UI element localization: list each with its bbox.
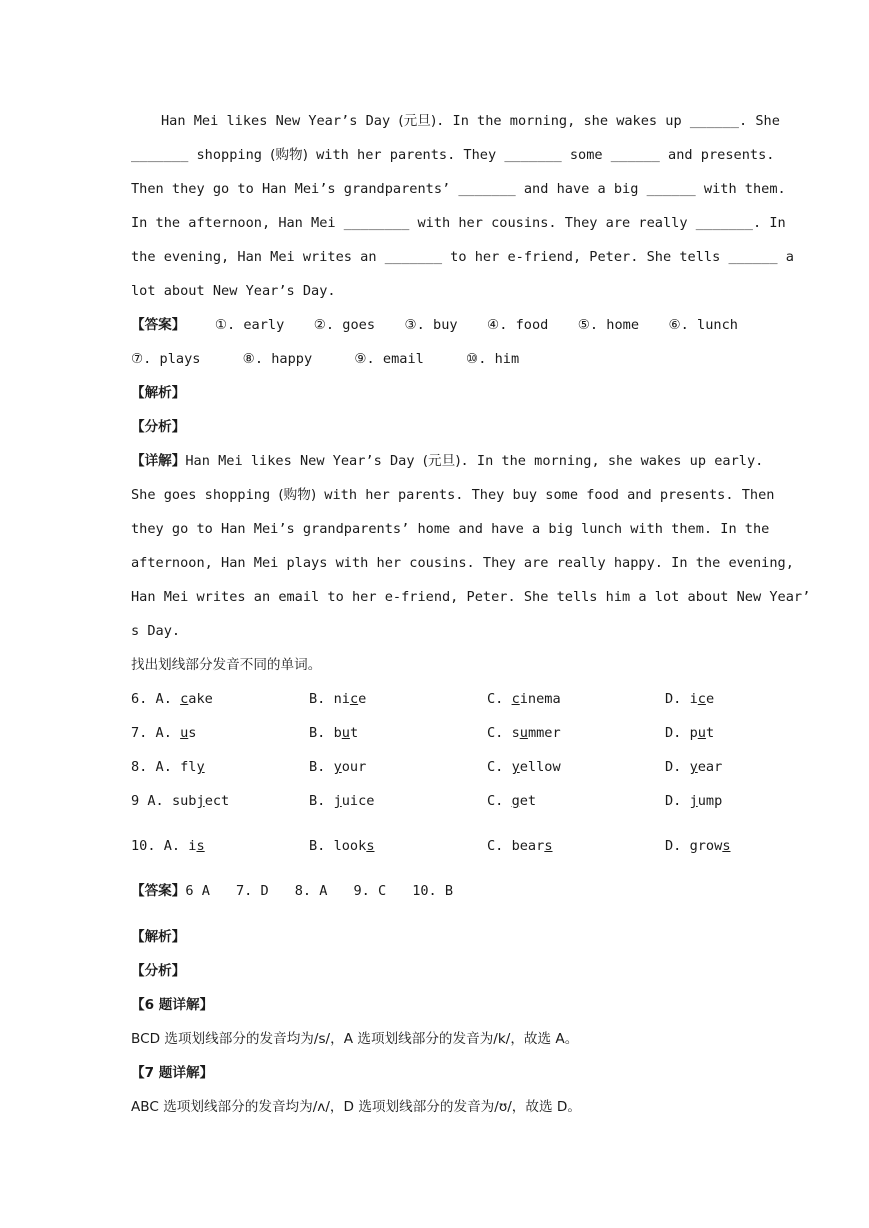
underlined-letter: y (689, 759, 698, 775)
question-row (131, 682, 738, 716)
underlined-letter: j (689, 793, 698, 809)
option-label: B. (309, 691, 326, 707)
analysis-heading: 【解析】 (131, 385, 186, 401)
option-a: 9 A. subject (131, 793, 230, 809)
question-list (131, 682, 738, 874)
option-b: B. your (309, 759, 367, 775)
answer-item: 8. A (294, 883, 328, 899)
option-b: B. but (309, 725, 359, 741)
underlined-letter: s (366, 838, 375, 854)
passage-text: _______ shopping (131, 147, 271, 163)
answer-item: 7. D (235, 883, 269, 899)
underlined-letter: y (333, 759, 342, 775)
q7-detail-heading: 【7 题详解】 (131, 1065, 214, 1081)
detail-label: 【详解】 (131, 453, 186, 469)
detail-line-2: She goes shopping (购物) with her parents. They buy some food and presents. Then (131, 487, 775, 503)
underlined-letter: u (697, 725, 706, 741)
underlined-letter: y (511, 759, 520, 775)
answer-row-3 (131, 874, 738, 908)
option-a: 10. A. is (131, 838, 205, 854)
underlined-letter: u (341, 725, 350, 741)
q6-detail-heading: 【6 题详解】 (131, 997, 214, 1013)
underlined-letter: u (180, 725, 189, 741)
underlined-letter: j (333, 793, 342, 809)
answer-label: 【答案】 (131, 317, 186, 333)
option-label: C. (487, 725, 504, 741)
underlined-letter: c (697, 691, 706, 707)
underlined-letter: s (544, 838, 553, 854)
option-label: 9 A. (131, 793, 164, 809)
option-c: C. get (487, 793, 537, 809)
option-label: C. (487, 793, 504, 809)
answer-row-2 (131, 342, 738, 376)
answer-item: ④. food (487, 317, 549, 333)
passage-text: with her parents. They _______ some ______ and presents. (307, 147, 775, 163)
passage-line-4: In the afternoon, Han Mei ________ with her cousins. They are really _______. In (131, 215, 786, 231)
answer-item: ⑨. email (354, 351, 424, 367)
answer-item: 10. B (412, 883, 454, 899)
underlined-letter: s (722, 838, 731, 854)
answer-label: 【答案】 (131, 883, 186, 899)
option-a: 6. A. cake (131, 691, 213, 707)
answer-item: ⑧. happy (242, 351, 313, 367)
option-label: D. (665, 691, 682, 707)
passage-gloss: (元旦) (398, 113, 437, 129)
answer-item: ③. buy (404, 317, 458, 333)
option-label: D. (665, 725, 682, 741)
underlined-letter: c (511, 691, 520, 707)
underlined-letter: j (196, 793, 205, 809)
question-row (131, 750, 738, 784)
underlined-letter: y (196, 759, 205, 775)
answer-item: ⑥. lunch (668, 317, 738, 333)
q7-detail-text: ABC 选项划线部分的发音均为/ʌ/，D 选项划线部分的发音为/ʊ/，故选 D。 (131, 1099, 581, 1115)
option-d: D. jump (665, 793, 723, 809)
answer-item: ⑤. home (577, 317, 640, 333)
passage-gloss: (购物) (270, 147, 308, 163)
option-label: 8. A. (131, 759, 172, 775)
instruction: 找出划线部分发音不同的单词。 (131, 657, 322, 673)
option-label: C. (487, 691, 504, 707)
q6-detail-text: BCD 选项划线部分的发音均为/s/，A 选项划线部分的发音为/k/，故选 A。 (131, 1031, 579, 1047)
option-label: B. (309, 838, 326, 854)
passage-text: . In the morning, she wakes up ______. She (436, 113, 780, 129)
option-d: D. ice (665, 691, 715, 707)
option-label: 7. A. (131, 725, 172, 741)
passage-text: Han Mei likes New Year’s Day (161, 113, 391, 129)
option-d: D. grows (665, 838, 731, 854)
detail-line-4: afternoon, Han Mei plays with her cousins. They are really happy. In the evening, (131, 555, 794, 571)
passage-line-2 (131, 138, 775, 172)
option-b: B. looks (309, 838, 375, 854)
answer-item: ⑦. plays (131, 351, 201, 367)
option-c: C. yellow (487, 759, 561, 775)
option-label: B. (309, 725, 326, 741)
option-a: 8. A. fly (131, 759, 205, 775)
document-page (131, 104, 811, 1124)
option-label: B. (309, 793, 326, 809)
option-b: B. nice (309, 691, 367, 707)
passage-line-6: lot about New Year’s Day. (131, 283, 336, 299)
question-row (131, 829, 738, 874)
answer-item: 6 A (185, 883, 210, 899)
option-a: 7. A. us (131, 725, 197, 741)
answer-row-1 (131, 308, 738, 342)
detail-line-3: they go to Han Mei’s grandparents’ home and have a big lunch with them. In the (131, 521, 770, 537)
detail-line-1: 【详解】Han Mei likes New Year’s Day (元旦). In the morning, she wakes up early. (131, 453, 764, 469)
option-d: D. year (665, 759, 723, 775)
option-label: 10. A. (131, 838, 181, 854)
option-label: D. (665, 838, 682, 854)
option-label: D. (665, 759, 682, 775)
detail-line-6: s Day. (131, 623, 181, 639)
answer-item: ②. goes (313, 317, 376, 333)
option-c: C. bears (487, 838, 553, 854)
analysis-heading: 【解析】 (131, 929, 186, 945)
answer-item: ⑩. him (466, 351, 520, 367)
option-label: C. (487, 838, 504, 854)
question-row (131, 716, 738, 750)
passage-line-3: Then they go to Han Mei’s grandparents’ _______ and have a big ______ with them. (131, 181, 786, 197)
underlined-letter: c (180, 691, 189, 707)
option-label: 6. A. (131, 691, 172, 707)
option-label: C. (487, 759, 504, 775)
analysis-subheading: 【分析】 (131, 419, 186, 435)
option-c: C. cinema (487, 691, 561, 707)
question-row (131, 784, 738, 829)
detail-line-5: Han Mei writes an email to her e-friend, Peter. She tells him a lot about New Year’ (131, 589, 811, 605)
underlined-letter: u (519, 725, 528, 741)
underlined-letter: g (511, 793, 520, 809)
underlined-letter: c (349, 691, 359, 707)
analysis-subheading: 【分析】 (131, 963, 186, 979)
answer-item: 9. C (353, 883, 387, 899)
underlined-letter: s (196, 838, 205, 854)
option-label: B. (309, 759, 326, 775)
answer-item: ①. early (214, 317, 285, 333)
option-b: B. juice (309, 793, 375, 809)
option-d: D. put (665, 725, 715, 741)
option-label: D. (665, 793, 682, 809)
option-c: C. summer (487, 725, 561, 741)
passage-line-5: the evening, Han Mei writes an _______ to her e-friend, Peter. She tells ______ a (131, 249, 794, 265)
passage-line-1 (131, 104, 780, 138)
